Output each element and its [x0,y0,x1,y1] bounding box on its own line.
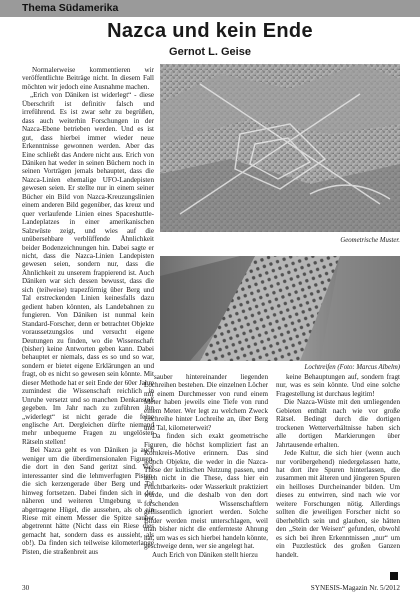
paragraph: Da finden sich exakt geometrische Figuren, die höchst kompliziert fast an Kornkreis-Motive erinnern. Das sind jedoch Objekte, die weder in die Nazca-These der kultischen Nutzung passen, und auch nicht in die These, dass hier ein Fruchtbarkeits- oder Wasserkult praktiziert wurde, und die deshalb von den dort forschenden Wissenschaftlern geflissentlich ignoriert werden. Solche Bilder werden meist unterschlagen, weil man bisher nicht die entfernteste Ahnung hat, um was es sich hierbei handeln könnte, geschweige denn, wer sie angelegt hat. [144,432,268,551]
paragraph: keine Behauptungen auf, sondern fragt nur, was es sein könnte. Und eine solche Fragestellung ist durchaus legitim! [276,373,400,398]
article-author: Gernot L. Geise [169,46,251,58]
issue-label: SYNESIS-Magazin Nr. 5/2012 [310,584,400,592]
page-number: 30 [22,584,30,592]
article-column-left [22,66,154,580]
page-footer [22,584,400,592]
article-column-right [276,373,400,581]
article-title: Nazca und kein Ende [107,20,313,42]
geometric-patterns-photo [160,64,400,232]
photo-caption-top: Geometrische Muster. [340,237,400,244]
paragraph: Normalerweise kommentieren wir veröffentlichte Beiträge nicht. In diesem Fall möchten wir jedoch eine Ausnahme machen. [22,66,154,91]
article-column-middle [144,373,268,581]
paragraph: Jede Kultur, die sich hier (wenn auch nur vorübergehend) niedergelassen hatte, hat dort ihre Spuren hinterlassen, die zusammen mit älteren und jüngeren Spuren ein heilloses Durcheinander bilden. Um dieses zu entwirren, sind nach wie vor weitere Forschungen nötig. Allerdings sollten die jeweiligen Forscher nicht so überheblich sein und glauben, sie hätten den „Stein der Weisen“ gefunden, obwohl es sich bei ihren Erkenntnissen „nur“ um ein Puzzlestück des großen Ganzen handelt. [276,449,400,559]
paragraph: Bei Nazca geht es von Däniken ja auch weniger um die überdimensionalen Figuren, die dort in den Sand geritzt sind. Viel interessanter sind die lehmverfugten Pisten, die sich kerzengerade über Berg und Tal hinweg fortsetzen. Dabei finden sich in der näheren und weiteren Umgebung u. a. abgetragene Hügel, die aussehen, als ob ein Riese mit einem Messer die Spitze sauber abgetrennt hätte (Nicht dass ein Riese dies gemacht hat, sondern dass es aussieht, als ob!). Da finden sich teilweise kilometerlange Pisten, die straßenbreit aus [22,446,154,556]
article-end-mark [390,572,398,580]
section-label: Thema Südamerika [22,2,119,14]
paragraph: Die Nazca-Wüste mit den umliegenden Gebieten enthält nach wie vor große Rätsel. Bedingt durch die dortigen trockenen Wetterverhältnisse haben sich alle dortigen Markierungen über Jahrtausende erhalten. [276,398,400,449]
paragraph: „Erich von Däniken ist widerlegt“ - diese Überschrift ist definitiv falsch und irreführend. Es ist zwar sehr zu begrüßen, dass auch weiterhin Forschungen in der Nazca-Ebene betrieben werden. Und es ist gut, dass hierbei immer wieder neue Erkenntnisse gewonnen werden. Aber das Eine schließt das Andere nicht aus. Erich von Däniken hat weder in seinen Büchern noch in seinen Vorträgen jemals behauptet, dass die Nazca-Linien ehemalige UFO-Landepisten gewesen seien. Er stellte nur in einem seiner Bücher ein Bild von Nazca-Kreuzungslinien einem anderen Bild gegenüber, das kreuz und quer verlaufende Linien eines Spaceshuttle-Landeplatzes in einer amerikanischen Salzwüste zeigt, und wies auf die unübersehbare verblüffende Ähnlichkeit beider Bodenzeichnungen hin. Dabei sagte er nicht, dass die Nazca-Linien Landepisten gewesen seien, sondern nur, dass die Ähnlichkeit zu unserem frappierend ist. Auch Däniken war sich dessen bewusst, dass die sich (teilweise) trapezförmig über Berg und Tal erstreckenden Linien keinesfalls dazu gedient haben könnten, als Landebahnen zu fungieren. Von Däniken ist nunmal kein Standard-Forscher, denn er betrachtet Objekte voraussetzungslos und versucht eigene Deutungen zu finden, wo die Wissenschaft (bisher) keine Antworten geben kann. Dabei behauptet er niemals, dass es so und so war, sondern er bietet eigene Erklärungen an und fragt, ob es nicht so gewesen sein könnte. Mit dieser Methode hat er seit Ende der 60er Jahre zumindest die Wissenschaft reichlich in Unruhe versetzt und so manchen Denkanstoß gegeben. Im Jahr nach zu zuführen ihn „widerlegt“ ist nicht gerade die feine englische Art. Dergleichen dürfte niemand mehr unbequeme Fragen zu ungelösten Rätseln stellen! [22,91,154,446]
paragraph: Auch Erich von Däniken stellt hierzu [152,550,258,559]
photo-caption-bottom: Lochtreifen (Foto: Marcus Albelm) [304,364,400,371]
hole-rows-photo [160,256,400,361]
paragraph: sauber hintereinander liegenden Lochreihen bestehen. Die einzelnen Löcher mit einem Durchmesser von rund einem Meter haben jeweils eine Tiefe von rund einem Meter. Wer legt zu welchem Zweck Lochreihe hinter Lochreihe an, über Berg und Tal, kilometerweit? [144,373,268,432]
